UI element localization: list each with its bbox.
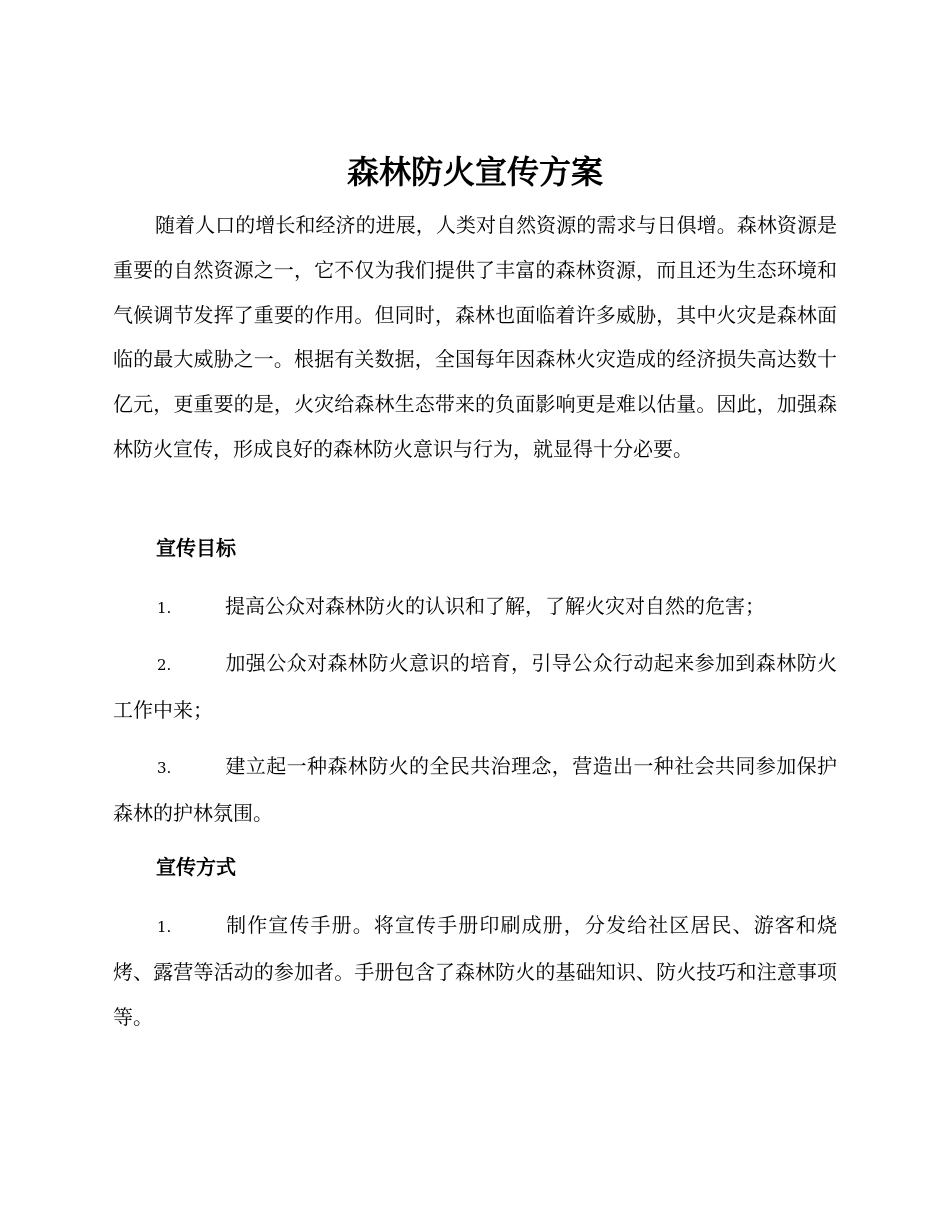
list-number: 2. (157, 656, 172, 674)
goal-item-2 (113, 641, 837, 733)
list-text: 提高公众对森林防火的认识和了解，了解火灾对自然的危害； (225, 594, 765, 618)
goal-item-3 (113, 744, 837, 836)
list-number: 3. (157, 759, 172, 777)
list-number: 1. (157, 599, 172, 617)
list-text: 制作宣传手册。将宣传手册印刷成册，分发给社区居民、游客和烧烤、露营等活动的参加者。手册包含了森林防火的基础知识、防火技巧和注意事项等。 (113, 913, 837, 1029)
list-text: 建立起一种森林防火的全民共治理念，营造出一种社会共同参加保护森林的护林氛围。 (113, 754, 837, 825)
intro-paragraph: 随着人口的增长和经济的进展，人类对自然资源的需求与日俱增。森林资源是重要的自然资源之一，它不仅为我们提供了丰富的森林资源，而且还为生态环境和气候调节发挥了重要的作用。但同时，森林也面临着许多威胁，其中火灾是森林面临的最大威胁之一。根据有关数据，全国每年因森林火灾造成的经济损失高达数十亿元，更重要的是，火灾给森林生态带来的负面影响更是难以估量。因此，加强森林防火宣传，形成良好的森林防火意识与行为，就显得十分必要。 (113, 213, 837, 461)
list-number: 1. (157, 918, 172, 936)
section-heading-methods: 宣传方式 (156, 855, 236, 879)
section-heading-goals: 宣传目标 (156, 536, 236, 560)
method-item-1 (113, 903, 837, 1039)
goal-item-1 (113, 584, 837, 631)
list-text: 加强公众对森林防火意识的培育，引导公众行动起来参加到森林防火工作中来； (113, 651, 837, 722)
page-title: 森林防火宣传方案 (346, 153, 603, 191)
